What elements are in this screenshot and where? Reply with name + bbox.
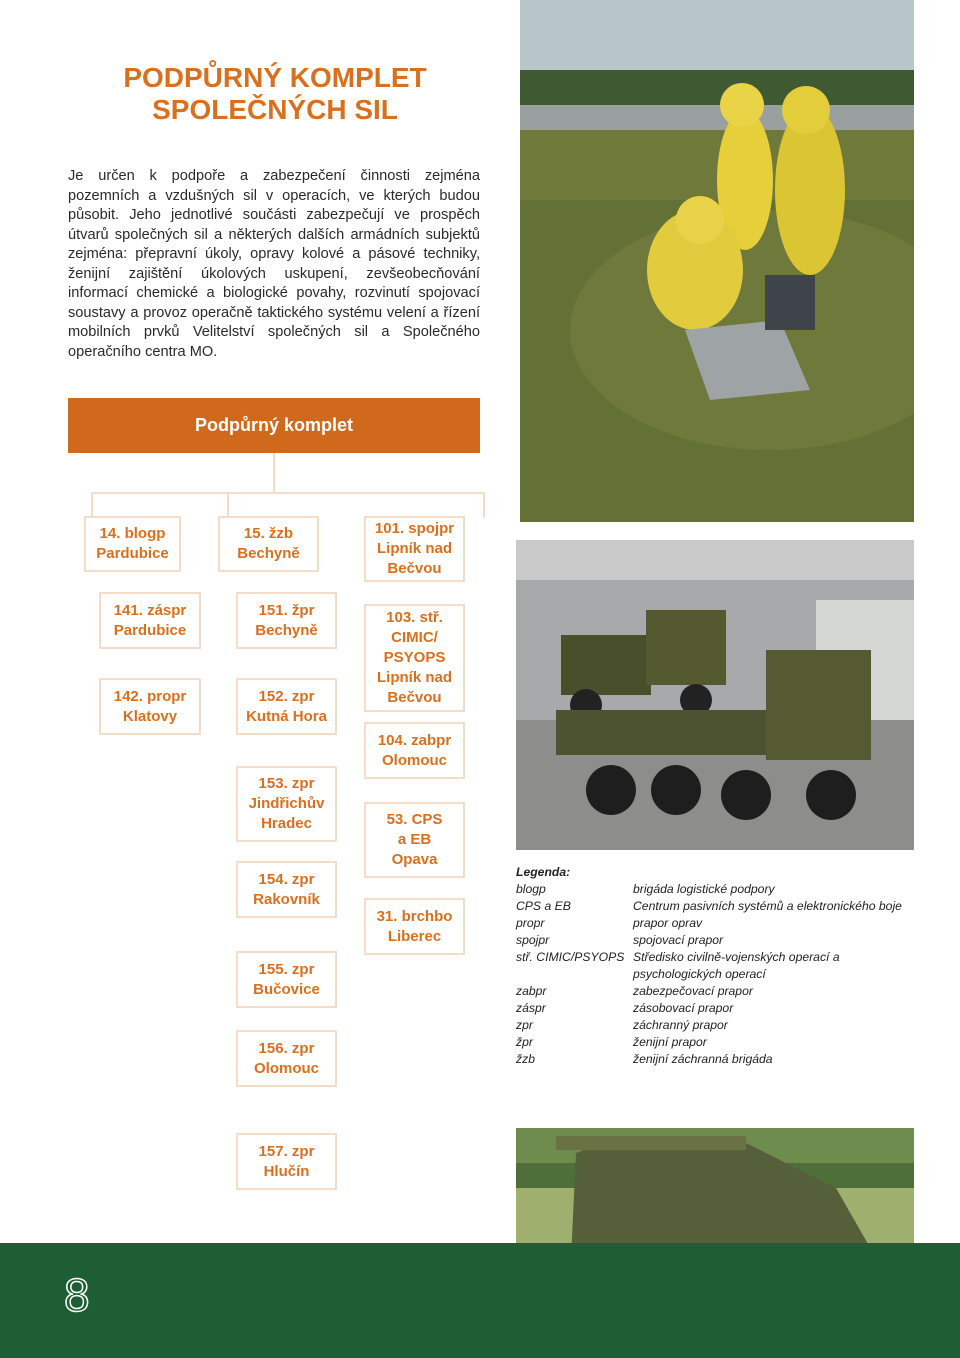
page-number: 8 [64,1269,90,1321]
unit-label: 156. zpr Olomouc [253,1039,319,1077]
unit-col3-0 [364,604,465,712]
unit-col2-1 [236,678,337,735]
unit-label: 15. žzb Bechyně [237,525,300,562]
legend-row [516,1034,916,1051]
unit-label: 14. blogp Pardubice [96,525,169,562]
legend-row [516,898,916,915]
legend-def: Středisko civilně-vojenských operací a psychologických operací [633,950,840,981]
title-line-2: SPOLEČNÝCH SIL [152,94,398,125]
unit-label: 155. zpr Bučovice [253,960,320,998]
legend-def: Centrum pasivních systémů a elektronického boje [633,899,902,913]
legend-def: ženijní záchranná brigáda [633,1052,773,1066]
legend-row [516,1017,916,1034]
unit-col2-2 [236,766,337,842]
legend-abbr: stř. CIMIC/PSYOPS [516,950,625,964]
legend-abbr: zpr [516,1018,533,1032]
legend-def: ženijní prapor [633,1035,707,1049]
legend-abbr: CPS a EB [516,899,571,913]
legend-abbr: žzb [516,1052,535,1066]
legend-row [516,915,916,932]
legend-row [516,1051,916,1068]
title-line-1: PODPŮRNÝ KOMPLET [123,62,427,93]
legend-abbr: záspr [516,1001,546,1015]
legend-title: Legenda: [516,865,571,879]
legend [516,864,916,1068]
unit-label: 153. zpr Jindřichův Hradec [248,775,325,832]
unit-col1-head [84,516,181,572]
unit-label: 157. zpr Hlučín [258,1142,315,1180]
unit-label: 142. propr Klatovy [113,687,187,725]
legend-row [516,983,916,1000]
unit-label: 31. brchbo Liberec [376,907,453,945]
legend-def: spojovací prapor [633,933,724,947]
footer-band [0,1243,960,1358]
photo-trucks [516,540,914,850]
unit-col1-1 [99,678,201,735]
unit-label: 101. spojpr Lipník nad Bečvou [374,520,455,577]
unit-col1-0 [99,592,201,649]
legend-abbr: propr [516,916,545,930]
legend-def: brigáda logistické podpory [633,882,775,896]
legend-abbr: žpr [516,1035,533,1049]
unit-label: 141. záspr Pardubice [113,601,187,639]
unit-col3-2 [364,802,465,878]
legend-row [516,1000,916,1017]
unit-col2-6 [236,1133,337,1190]
unit-label: 151. žpr Bechyně [255,601,318,639]
legend-def: prapor oprav [633,916,703,930]
intro-paragraph: Je určen k podpoře a zabezpečení činnosti zejména pozemních a vzdušných sil v operacích, ve kterých budou působit. Jeho jednotlivé součásti zabezpečují ve prospěch útvarů společných sil a některých dalších armádních subjektů zejména: přepravní úkoly, opravy kolové a pásové techniky, ženijní zajištění úkolových uskupení, zevšeobecňování informací chemické a biologické povahy, rozvinutí spojovací soustavy a provoz operačně taktického systému velení a řízení mobilních prvků Velitelství společných sil a Společného operačního centra MO. [68,168,480,360]
legend-abbr: zabpr [516,984,547,998]
unit-label: 103. stř. CIMIC/ PSYOPS Lipník nad Bečvou [377,609,452,706]
legend-def: zabezpečovací prapor [633,984,753,998]
unit-col3-1 [364,722,465,779]
unit-col2-0 [236,592,337,649]
legend-row [516,949,916,983]
org-root-box: Podpůrný komplet [68,398,480,453]
legend-def: zásobovací prapor [633,1001,734,1015]
unit-label: 104. zabpr Olomouc [377,731,452,769]
unit-label: 53. CPS a EB Opava [386,811,443,868]
legend-abbr: blogp [516,882,546,896]
unit-col3-head [364,516,465,582]
unit-col2-4 [236,951,337,1008]
photo-crane-truck [516,1128,914,1258]
legend-row [516,932,916,949]
unit-col3-3 [364,898,465,955]
unit-col2-3 [236,861,337,918]
legend-abbr: spojpr [516,933,550,947]
photo-hazmat-team [520,0,914,522]
unit-col2-5 [236,1030,337,1087]
legend-row [516,881,916,898]
unit-label: 154. zpr Rakovník [253,870,320,908]
legend-def: záchranný prapor [633,1018,728,1032]
unit-col2-head [218,516,319,572]
unit-label: 152. zpr Kutná Hora [246,687,327,725]
